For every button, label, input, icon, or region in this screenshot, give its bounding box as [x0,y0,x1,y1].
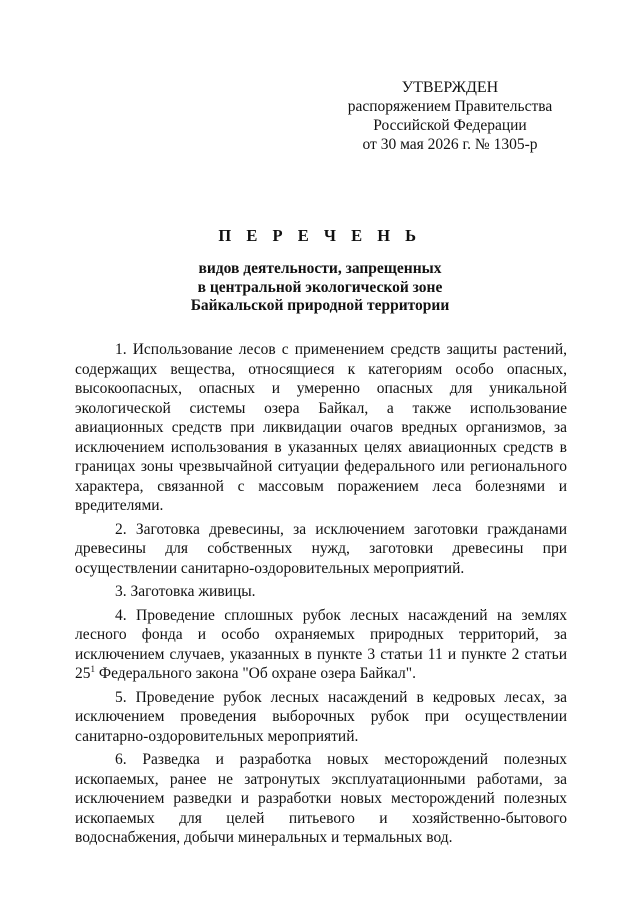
approval-line-2: Российской Федерации [373,117,527,134]
document-subtitle-line-2: в центральной экологической зоне [197,278,443,296]
document-heading [70,226,570,316]
list-item-6: 6. Разведка и разработка новых месторождений полезных ископаемых, ранее не затронутых эксплуатационными работами, за исключением разведки и разработки новых месторождений полезных ископаемых для целей питьевого и хозяйственно-бытового водоснабжения, добычи минеральных и термальных вод. [75,751,567,846]
approval-line-1: распоряжением Правительства [347,98,553,115]
article-superscript: 1 [90,663,95,674]
list-item-4-text-end: Федерального закона "Об охране озера Байкал". [95,665,416,682]
document-subtitle-line-3: Байкальской природной территории [190,297,450,314]
list-item-4 [75,606,567,684]
list-item-3: 3. Заготовка живицы. [115,583,256,600]
document-subtitle-line-1: видов деятельности, запрещенных [198,260,442,277]
list-item-1: 1. Использование лесов с применением средств защиты растений, содержащих вещества, относящиеся к категориям особо опасных, высокоопасных, опасных и умеренно опасных для уникальной экологической системы озера Байкал, а также использование авиационных средств при ликвидации очагов вредных организмов, за исключением использования в указанных целях авиационных средств в границах зоны чрезвычайной ситуации федерального или регионального характера, связанной с массовым поражением леса болезнями и вредителями. [75,341,567,514]
approval-title: УТВЕРЖДЕН [401,79,499,96]
activities-list [75,340,567,852]
document-title: П Е Р Е Ч Е Н Ь [218,226,422,245]
approval-block [330,78,570,154]
list-item-5: 5. Проведение рубок лесных насаждений в кедровых лесах, за исключением проведения выборочных рубок при осуществлении санитарно-оздоровительных мероприятий. [75,688,567,745]
list-item-2: 2. Заготовка древесины, за исключением заготовки гражданами древесины для собственных нужд, заготовки древесины при осуществлении санитарно-оздоровительных мероприятий. [75,520,567,577]
approval-date-number: от 30 мая 2026 г. № 1305-р [362,136,538,153]
list-item-4-text: 4. Проведение сплошных рубок лесных насаждений на землях лесного фонда и особо охраняемых природных территорий, за исключением случаев, указанных в пункте 3 статьи 11 и пункте 2 статьи 25 [75,606,567,682]
